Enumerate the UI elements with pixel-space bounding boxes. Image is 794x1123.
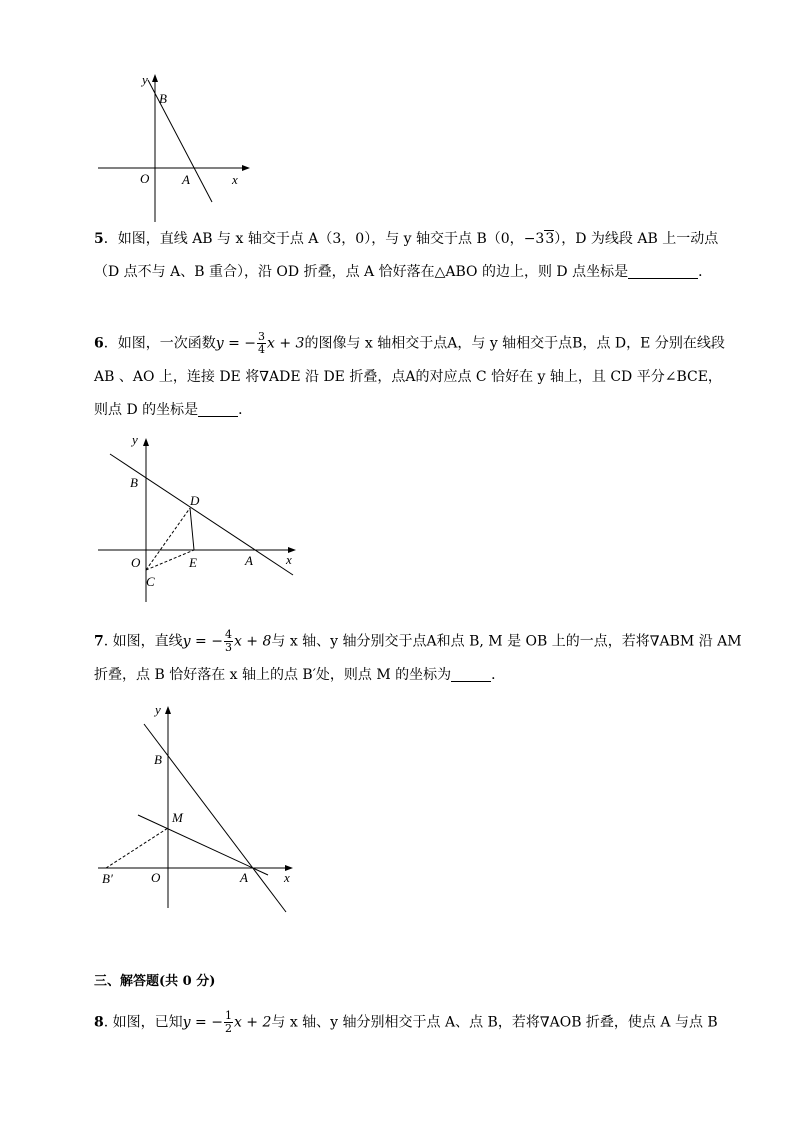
q6-y-axis-arrow — [143, 438, 149, 446]
q8-line-1 — [94, 1010, 718, 1035]
q5-label-y: y — [142, 72, 148, 87]
q6-text-3: 则点 D 的坐标是 — [94, 402, 199, 418]
q5-text-2-end: ． — [698, 264, 713, 280]
q6-label-y: y — [132, 432, 138, 447]
q6-text-2: AB 、AO 上，连接 DE 将∇ADE 沿 DE 折叠，点A的对应点 C 恰好在 y 轴上，且 CD 平分∠BCE， — [94, 369, 722, 385]
section-3-title: 三、解答题(共 0 分) — [94, 974, 216, 989]
q5-label-a: A — [182, 172, 190, 187]
q7-text-2: 折叠，点 B 恰好落在 x 轴上的点 B′处，则点 M 的坐标为 — [94, 667, 452, 683]
q7-answer-blank — [451, 667, 491, 682]
q7-label-b-prime: B′ — [102, 871, 113, 886]
q7-label-a: A — [240, 870, 248, 885]
q6-line-3 — [94, 400, 252, 420]
q7-text-1b: 与 x 轴、y 轴分别交于点A和点 B, M 是 OB 上的一点，若将∇ABM 沿 AM — [271, 633, 742, 650]
q6-frac-num: 3 — [258, 330, 266, 343]
q6-figure — [90, 428, 310, 608]
q5-answer-blank — [628, 264, 698, 279]
q6-eq-suffix: x + 3 — [267, 335, 305, 352]
q8-number: 8 — [94, 1014, 104, 1031]
q5-text-1d: ），D 为线段 AB 上一动点 — [554, 231, 719, 247]
q8-frac-den: 2 — [224, 1022, 232, 1035]
q6-line-2 — [94, 367, 722, 387]
q8-eq-prefix: y = − — [182, 1014, 223, 1031]
q7-text-2-end: ． — [491, 667, 506, 683]
q5-line-1 — [94, 229, 718, 249]
q6-text-1a: ．如图，一次函数 — [103, 335, 216, 352]
q7-label-o: O — [151, 870, 161, 885]
q8-eq-suffix: x + 2 — [233, 1014, 272, 1031]
q8-fraction — [224, 1010, 233, 1035]
q7-label-b: B — [154, 752, 162, 767]
q7-eq-suffix: x + 8 — [233, 633, 272, 650]
q6-text-1b: 的图像与 x 轴相交于点A，与 y 轴相交于点B，点 D，E 分别在线段 — [304, 335, 725, 352]
q6-label-c: C — [146, 574, 155, 589]
q5-text-1a: ．如图，直线 AB 与 x 轴交于点 A（3，0），与 y 轴交于点 B（0， — [103, 231, 524, 247]
q5-number: 5 — [94, 231, 104, 247]
q6-label-e: E — [189, 555, 197, 570]
q5-line-ab — [148, 80, 212, 202]
q6-label-d: D — [190, 493, 200, 508]
q5-figure — [90, 70, 260, 230]
q6-eq-prefix: y = − — [215, 335, 257, 352]
q7-fraction — [224, 629, 233, 654]
q7-line-2 — [94, 665, 505, 685]
q8-text-1b: 与 x 轴、y 轴分别相交于点 A、点 B，若将∇AOB 折叠，使点 A 与点 B — [271, 1014, 718, 1031]
q8-text-1a: . 如图，已知 — [103, 1014, 183, 1031]
q6-number: 6 — [94, 335, 104, 352]
q7-label-y: y — [155, 702, 161, 717]
q7-line-ab — [144, 724, 286, 912]
q5-label-b: B — [159, 91, 167, 106]
q7-text-1a: . 如图，直线 — [103, 633, 183, 650]
q5-text-2: （D 点不与 A、B 重合），沿 OD 折叠，点 A 恰好落在△ABO 的边上，则 D 点坐标是 — [94, 264, 629, 280]
q5-coord-b: −3 — [523, 231, 545, 247]
q6-frac-den: 4 — [258, 343, 266, 356]
q5-label-o: O — [140, 171, 150, 186]
q6-dashed-cd — [146, 508, 190, 570]
q7-number: 7 — [94, 633, 104, 650]
q6-fraction — [257, 331, 266, 356]
q6-answer-blank — [198, 402, 238, 417]
q5-label-x: x — [232, 172, 238, 187]
q7-figure — [90, 698, 310, 920]
q8-frac-num: 1 — [224, 1009, 232, 1022]
q7-line-1 — [94, 629, 742, 654]
q6-segment-de — [190, 508, 194, 550]
q6-line-1 — [94, 331, 725, 356]
q6-label-b: B — [130, 475, 138, 490]
q7-y-axis-arrow — [165, 706, 171, 714]
q7-frac-den: 3 — [224, 641, 232, 654]
q7-label-m: M — [172, 810, 183, 825]
q7-eq-prefix: y = − — [182, 633, 223, 650]
q6-text-3-end: ． — [238, 402, 253, 418]
q5-line-2 — [94, 262, 712, 282]
q7-dashed-b-prime-m — [106, 828, 168, 868]
q6-label-a: A — [245, 553, 253, 568]
q7-frac-num: 4 — [224, 628, 232, 641]
q5-y-axis-arrow — [152, 74, 158, 82]
q6-label-o: O — [131, 555, 141, 570]
q6-label-x: x — [286, 552, 292, 567]
q7-label-x: x — [284, 870, 290, 885]
q5-sqrt: 3 — [545, 231, 555, 247]
q7-line-am — [138, 815, 268, 875]
q5-x-axis-arrow — [242, 165, 250, 171]
